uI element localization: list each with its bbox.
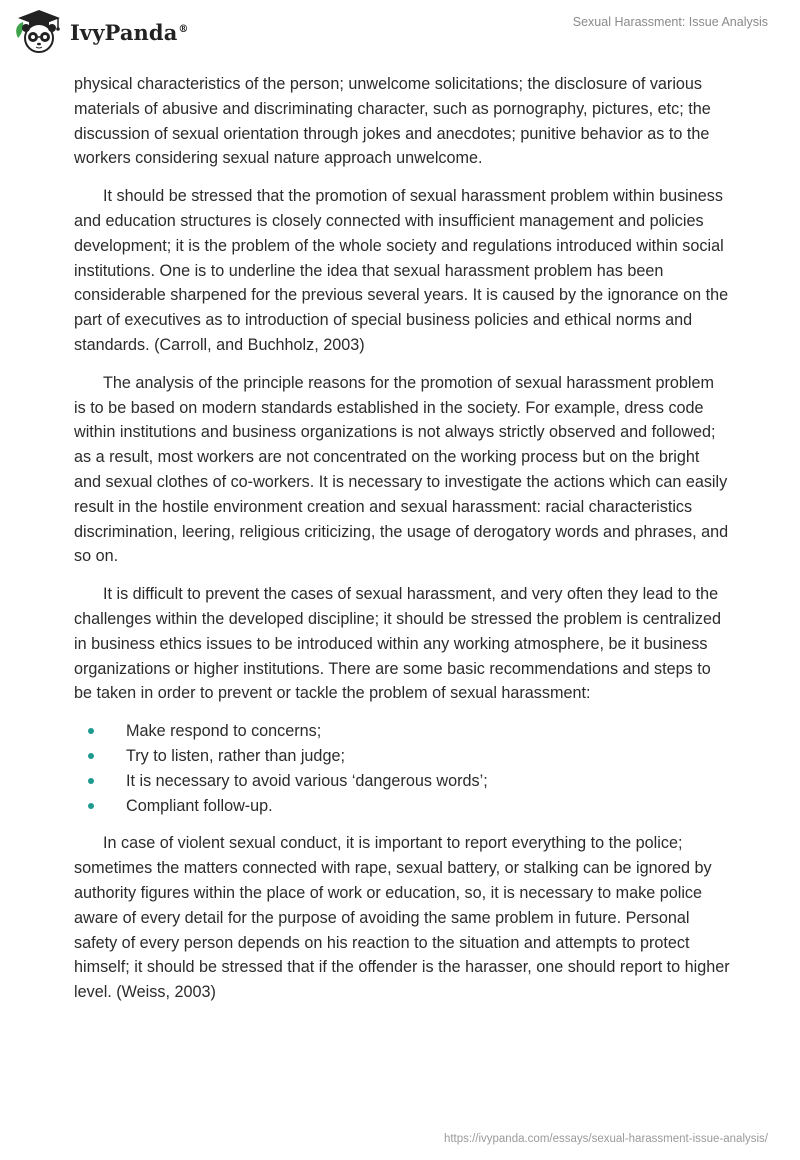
bullet-icon: [88, 728, 94, 734]
list-item-text: Compliant follow-up.: [126, 796, 273, 815]
document-title: Sexual Harassment: Issue Analysis: [572, 15, 768, 29]
ivypanda-logo[interactable]: [14, 8, 189, 54]
panda-icon: [14, 8, 64, 54]
paragraph: It is difficult to prevent the cases of sexual harassment, and very often they lead to the challenges within the developed discipline; it should be stressed the problem is centralized in business ethics issues to be introduced within any working atmosphere, be it business organizations or higher institutions. There are some basic recommendations and steps to be taken in order to prevent or tackle the problem of sexual harassment:: [74, 585, 721, 703]
page-header: [0, 0, 800, 70]
paragraph: In case of violent sexual conduct, it is important to report everything to the police; sometimes the matters connected with rape, sexual battery, or stalking can be ignored by authority figures within the place of work or education, so, it is necessary to make police aware of every detail for the purpose of avoiding the same problem in future. Personal safety of every person depends on his reaction to the situation and attempts to protect himself; it should be stressed that if the offender is the harasser, one should report to higher level. (Weiss, 2003): [74, 834, 730, 1002]
bullet-icon: [88, 778, 94, 784]
list-item: [74, 744, 730, 769]
list-item-text: Make respond to concerns;: [126, 722, 322, 741]
list-item: [74, 794, 730, 819]
paragraph: The analysis of the principle reasons for the promotion of sexual harassment problem is to be based on modern standards established in the society. For example, dress code within institutions and business organizations is not always strictly observed and followed; as a result, most workers are not concentrated on the working process but on the bright and sexual clothes of co-workers. It is necessary to investigate the actions which can easily result in the hostile environment creation and sexual harassment: racial characteristics discrimination, leering, religious criticizing, the usage of derogatory words and phrases, and so on.: [74, 373, 729, 566]
essay-content: [74, 72, 730, 1018]
paragraph: It should be stressed that the promotion of sexual harassment problem within business and education structures is closely connected with insufficient management and policies development; it is the problem of the whole society and regulations introduced within social institutions. One is to underline the idea that sexual harassment problem has been considerable sharpened for the previous several years. It is caused by the ignorance on the part of executives as to introduction of special business policies and ethical norms and standards. (Carroll, and Buchholz, 2003): [74, 187, 729, 354]
registered-mark: ®: [178, 23, 189, 35]
list-item-text: It is necessary to avoid various ‘dangerous words’;: [126, 771, 488, 790]
source-url-link[interactable]: https://ivypanda.com/essays/sexual-harassment-issue-analysis/: [443, 1133, 768, 1145]
bullet-icon: [88, 803, 94, 809]
bullet-icon: [88, 753, 94, 759]
list-item: [74, 719, 730, 744]
list-item: [74, 769, 730, 794]
list-item-text: Try to listen, rather than judge;: [126, 746, 345, 765]
recommendations-list: [74, 719, 730, 818]
paragraph: physical characteristics of the person; unwelcome solicitations; the disclosure of various materials of abusive and discriminating character, such as pornography, pictures, etc; the discussion of sexual orientation through jokes and anecdotes; punitive behavior as to the workers considering sexual nature approach unwelcome.: [74, 75, 711, 168]
brand-name: IvyPanda®: [70, 19, 189, 45]
